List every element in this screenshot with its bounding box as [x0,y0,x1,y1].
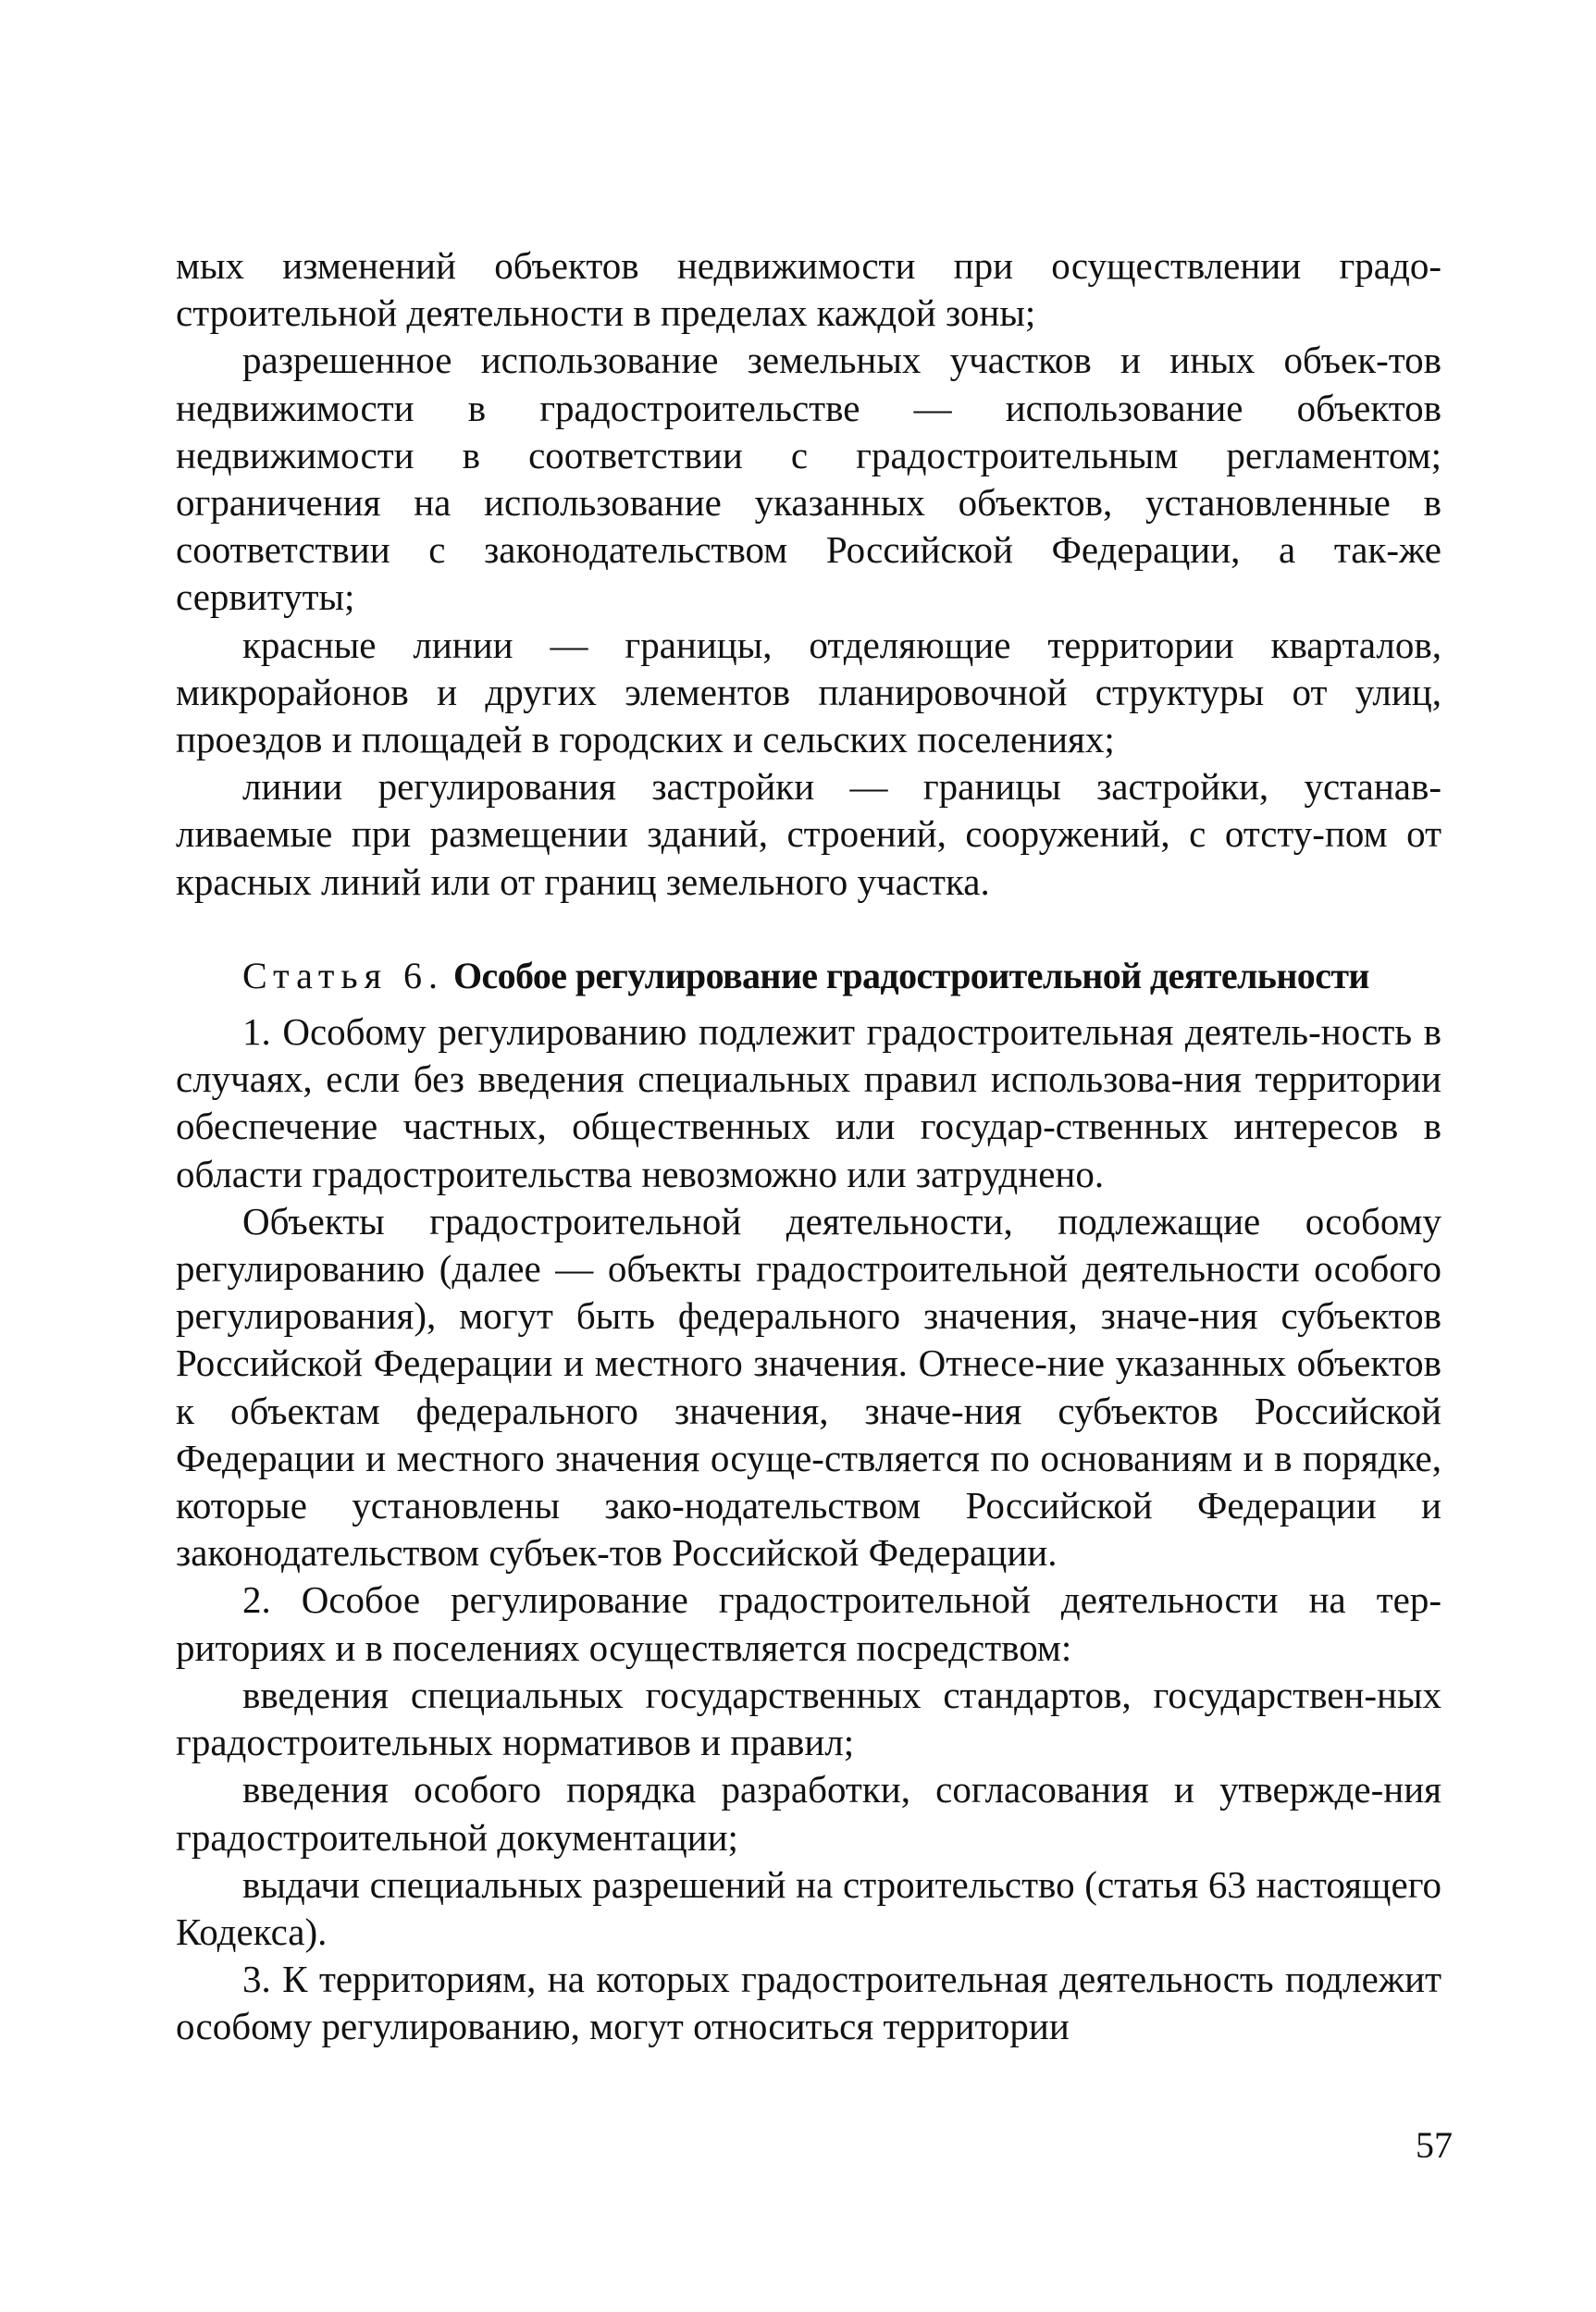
page-number: 57 [1416,2124,1453,2166]
paragraph-procedure: введения особого порядка разработки, согласования и утвержде-ния градостроительной документации; [176,1768,1441,1859]
paragraph-clause-3: 3. К территориям, на которых градостроительная деятельность подлежит особому регулированию, могут относиться территории [176,1958,1441,2048]
paragraph-permits: выдачи специальных разрешений на строительство (статья 63 настоящего Кодекса). [176,1862,1441,1953]
paragraph-building-lines: линии регулирования застройки — границы застройки, устанав-ливаемые при размещении зданий, строений, сооружений, с отсту-пом от красных линий или от границ земельного участка. [176,765,1441,903]
article-title: Особое регулирование градостроительной деятельности [452,954,1369,996]
paragraph-permitted-use: разрешенное использование земельных участков и иных объек-тов недвижимости в градостроительстве — использование объектов недвижимости в соответствии с градостроительным регламентом; ограничения на использование указанных объектов, установленные в соответствии с законодательством Российской Федерации, а так-же сервитуты; [176,339,1441,619]
paragraph-standards: введения специальных государственных стандартов, государствен-ных градостроительных нормативов и правил; [176,1673,1441,1764]
paragraph-clause-2: 2. Особое регулирование градостроительной деятельности на тер-риториях и в поселениях осуществляется посредством: [176,1578,1441,1669]
paragraph-objects: Объекты градостроительной деятельности, подлежащие особому регулированию (далее — объекты градостроительной деятельности особого регулирования), могут быть федерального значения, значе-ния субъектов Российской Федерации и местного значения. Отнесе-ние указанных объектов к объектам федерального значения, значе-ния субъектов Российской Федерации и местного значения осуще-ствляется по основаниям и в порядке, которые установлены зако-нодательством Российской Федерации и законодательством субъек-тов Российской Федерации. [176,1199,1441,1575]
paragraph-clause-1: 1. Особому регулированию подлежит градостроительная деятель-ность в случаях, если без введения специальных правил использова-ния территории обеспечение частных, общественных или государ-ственных интересов в области градостроительства невозможно или затруднено. [176,1010,1441,1195]
paragraph-red-lines: красные линии — границы, отделяющие территории кварталов, микрорайонов и других элементов планировочной структуры от улиц, проездов и площадей в городских и сельских поселениях; [176,623,1441,761]
paragraph-continuation: мых изменений объектов недвижимости при осуществлении градо-строительной деятельности в пределах каждой зоны; [176,244,1441,335]
article-label: Статья 6. [242,954,444,996]
document-page [176,242,1441,2051]
article-heading [176,952,1441,999]
